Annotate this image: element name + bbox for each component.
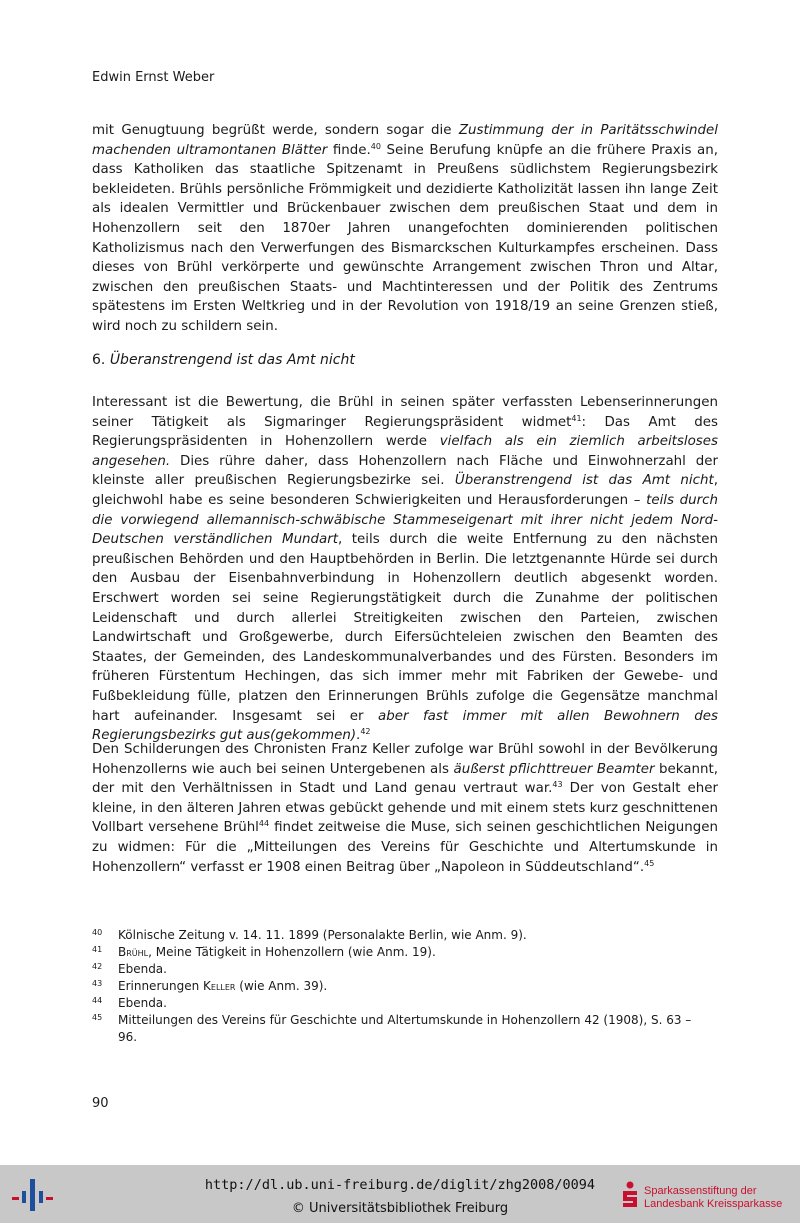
sponsor-text [644, 1185, 782, 1211]
footnote [92, 995, 692, 1012]
footnote [92, 978, 692, 995]
italic-quote: vielfach als ein ziemlich arbeitsloses angesehen. [92, 434, 718, 469]
paragraph-3 [92, 740, 718, 877]
footnote-ref-41[interactable]: 41 [571, 413, 582, 423]
footnote-text [118, 1012, 692, 1046]
author-name: Keller [203, 979, 236, 993]
footnote-text [118, 995, 692, 1012]
text: , Meine Tätigkeit in Hohenzollern (wie Anm. 19). [148, 945, 436, 959]
italic-quote: aber fast immer mit allen Bewohnern des Regierungsbezirks gut aus(gekommen) [92, 708, 718, 744]
footnote-number: 44 [92, 996, 103, 1005]
section-heading [92, 352, 355, 368]
source-url[interactable]: http://dl.ub.uni-freiburg.de/diglit/zhg2008/0094 [204, 1177, 596, 1193]
text: . [356, 728, 361, 744]
italic-quote: äußerst pflichttreuer Beamter [453, 761, 655, 777]
footnote-number: 45 [92, 1013, 103, 1022]
text: (wie Anm. 39). [235, 979, 328, 993]
copyright: © Universitätsbibliothek Freiburg [291, 1201, 509, 1216]
footnote-number: 43 [92, 979, 103, 988]
section-number: 6. [92, 352, 110, 368]
text: Der von Gestalt eher kleine, in den älteren Jahren etwas gebückt gehende und mit einem stets kurz geschnittenen Vollbart versehene Brühl [92, 781, 718, 836]
text: Den Schilderungen des Chronisten Franz Keller zufolge war Brühl sowohl in der Bevölkerung Hohenzollerns wie auch bei seinen Untergebenen als [92, 742, 718, 777]
footnote-ref-42[interactable]: 42 [360, 727, 371, 737]
text: Dies rühre daher, dass Hohenzollern nach Fläche und Einwohnerzahl der kleinste aller preußischen Regierungsbezirke sei. [92, 453, 718, 489]
sparkasse-logo-icon [620, 1181, 640, 1209]
text: finde. [327, 142, 371, 158]
page-number: 90 [92, 1096, 109, 1111]
footnote-text [118, 944, 692, 961]
text: Interessant ist die Bewertung, die Brühl in seinen später verfassten Lebenserinnerungen seiner Tätigkeit als Sigmaringer Regierungspräsident widmet [92, 395, 718, 430]
footnote-number: 41 [92, 945, 103, 954]
footnote-number: 40 [92, 928, 103, 937]
italic-quote: Zustimmung der in Paritätsschwindel machenden ultramontanen Blätter [92, 123, 718, 158]
italic-quote: teils durch die vorwiegend allemannisch-schwäbische Stammeseigenart mit ihrer nicht jedem Nord-Deutschen verständlichen Mundart [92, 492, 718, 548]
text: : Das Amt des Regierungspräsidenten in Hohenzollern werde [92, 414, 719, 450]
footnote-text [118, 927, 692, 944]
paragraph-1 [92, 121, 718, 337]
footnote-ref-43[interactable]: 43 [552, 780, 563, 790]
paragraph-2 [92, 393, 718, 746]
running-head: Edwin Ernst Weber [92, 70, 215, 85]
text: Ebenda. [118, 996, 167, 1010]
footnote-ref-40[interactable]: 40 [370, 141, 381, 151]
footnote [92, 1012, 692, 1046]
footnote-text [118, 978, 692, 995]
footnote-ref-45[interactable]: 45 [644, 858, 655, 868]
footnote-text [118, 961, 692, 978]
text: bekannt, der mit den Verhältnissen in Stadt und Land genau vertraut war. [92, 761, 718, 797]
text: , teils durch die weite Entfernung zu den nächsten preußischen Behörden und den Hauptbehörden in Berlin. Die letztgenannte Hürde sei durch den Ausbau der Eisenbahnverbindung in Hohenzollern deutlich abgesenkt worden. Erschwert worden sei seine Regierungstätigkeit durch die Zunahme der politischen Leidenschaft und durch allerlei Streitigkeiten zwischen den Parteien, zwischen Landwirtschaft und Großgewerbe, durch Eifersüchteleien zwischen den Beamten des Staates, der Gemeinden, des Landeskommunalverbandes und des Fürsten. Besonders im früheren Fürstentum Hechingen, das sich immer mehr mit Fabriken der Gewebe- und Fußbekleidung fülle, platzen den Erinnerungen Brühls zufolge die Gegensätze manchmal hart aufeinander. Insgesamt sei er [92, 532, 718, 724]
italic-quote: Überanstrengend ist das Amt nicht [454, 473, 714, 489]
author-name: Brühl [118, 945, 149, 959]
footnotes [92, 927, 692, 1046]
text: findet zeitweise die Muse, sich seinen geschichtlichen Neigungen zu widmen: Für die „Mitteilungen des Vereins für Geschichte und Altertumskunde in Hohenzollern“ verfasst er 1908 einen Beitrag über „Napoleon in Süddeutschland“. [92, 820, 718, 875]
text: Mitteilungen des Vereins für Geschichte und Altertumskunde in Hohenzollern 42 (1908), S. 63 – 96. [118, 1013, 692, 1044]
text: mit Genugtuung begrüßt werde, sondern sogar die [92, 123, 459, 138]
footnote [92, 927, 692, 944]
sponsor-logo [620, 1179, 796, 1215]
section-title: Überanstrengend ist das Amt nicht [109, 352, 355, 368]
text: Kölnische Zeitung v. 14. 11. 1899 (Personalakte Berlin, wie Anm. 9). [118, 928, 527, 942]
text: , gleichwohl habe es seine besonderen Schwierigkeiten und Herausforderungen – [92, 473, 718, 508]
text: Ebenda. [118, 962, 167, 976]
footnote-ref-44[interactable]: 44 [258, 819, 270, 829]
sponsor-line-1: Sparkassenstiftung der [644, 1185, 757, 1197]
text: Erinnerungen [118, 979, 204, 993]
footnote [92, 961, 692, 978]
footnote [92, 944, 692, 961]
footnote-number: 42 [92, 962, 103, 971]
text: Seine Berufung knüpfe an die frühere Praxis an, dass Katholiken das staatliche Spitzenamt in Preußens südlichstem Regierungsbezirk bekleideten. Brühls persönliche Frömmigkeit und dezidierte Katholizität lassen ihn lange Zeit als idealen Vermittler und Brückenbauer zwischen dem preußischen Staat und dem in Hohenzollern seit den 1870er Jahren unangefochten dominierenden politischen Katholizismus nach den Verwerfungen des Bismarckschen Kulturkampfes erscheinen. Dass dieses von Brühl verkörperte und gewünschte Arrangement zwischen Thron und Altar, zwischen den preußischen Staats- und Machtinteressen und der Politik des Zentrums spätestens im Ersten Weltkrieg und in der Revolution von 1918/19 an seine Grenzen stieß, wird noch zu schildern sein. [92, 142, 718, 334]
footer-bar [0, 1165, 800, 1223]
sponsor-line-2: Landesbank Kreissparkasse [644, 1198, 783, 1210]
